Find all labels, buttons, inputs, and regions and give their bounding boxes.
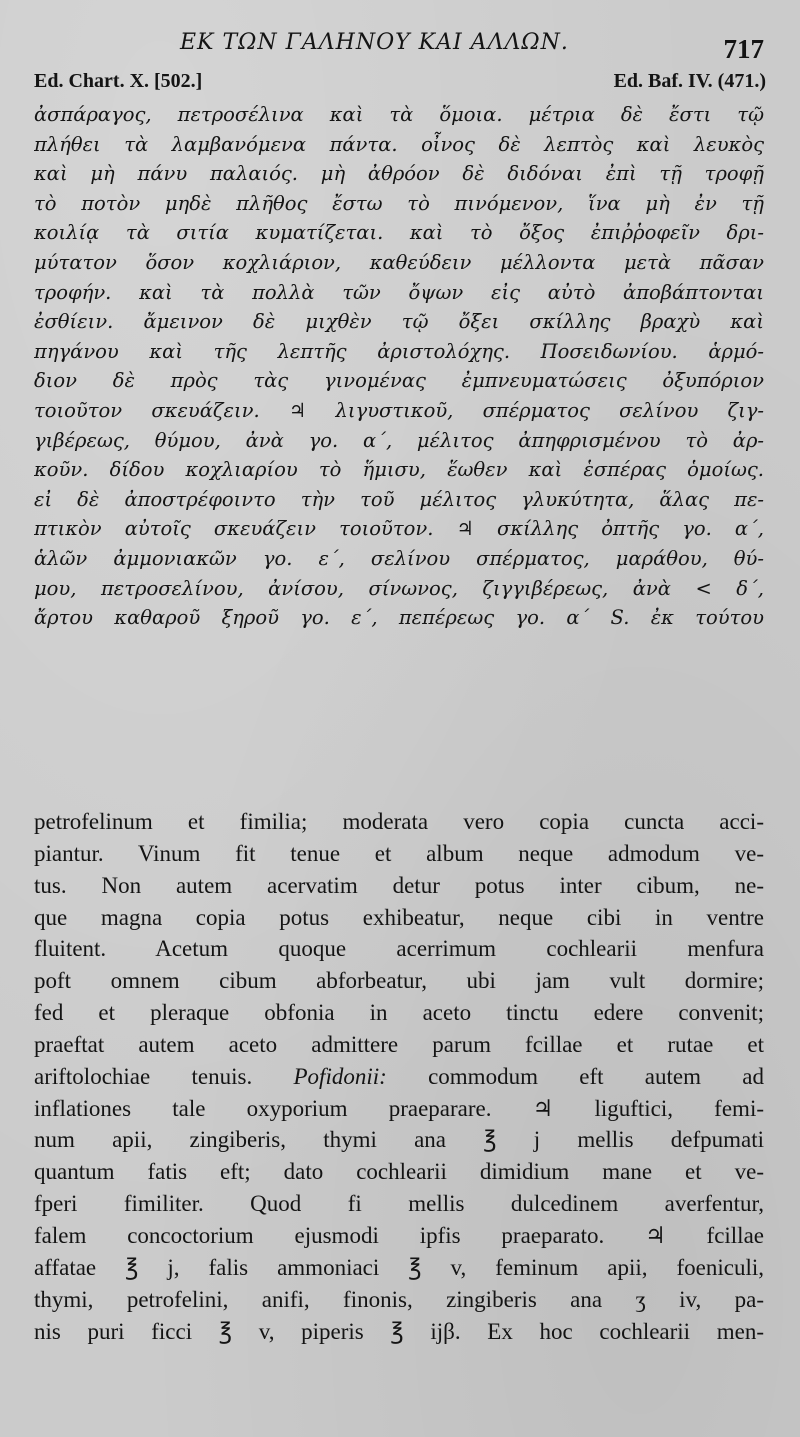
latin-text-line	[34, 902, 764, 934]
greek-text-line: διον δὲ πρὸς τὰς γινομένας ἐμπνευματώσεις ὀξυπόριον	[34, 369, 764, 393]
latin-text-segment: que magna copia potus exhibeatur, neque cibi in ventre	[34, 904, 764, 930]
latin-text-segment: affatae ℥ j, falis ammoniaci ℥ v, feminum apii, foeniculi,	[34, 1254, 764, 1280]
latin-text-line	[34, 1316, 764, 1348]
latin-text-segment: piantur. Vinum fit tenue et album neque admodum ve-	[34, 840, 764, 866]
greek-text-line: κοῦν. δίδου κοχλιαρίου τὸ ἥμισυ, ἕωθεν καὶ ἑσπέρας ὁμοίως.	[34, 458, 764, 482]
latin-text-line	[34, 997, 764, 1029]
edition-reference-left: Ed. Chart. X. [502.]	[34, 70, 203, 92]
latin-text-line	[34, 1124, 764, 1156]
latin-text-line	[34, 1156, 764, 1188]
latin-text-line	[34, 1061, 764, 1093]
edition-reference-right: Ed. Baf. IV. (471.)	[613, 70, 766, 92]
latin-text-line	[34, 1284, 764, 1316]
page-number: 717	[723, 34, 764, 64]
latin-text-segment: falem concoctorium ejusmodi ipfis praeparato. ♃ fcillae	[34, 1222, 764, 1248]
latin-text-line	[34, 1188, 764, 1220]
latin-text-segment: petrofelinum et fimilia; moderata vero copia cuncta acci-	[34, 809, 764, 834]
greek-text-line: ἄρτου καθαροῦ ξηροῦ γο. ε΄, πεπέρεως γο. α΄ S. ἐκ τούτου	[34, 606, 764, 630]
latin-text-line	[34, 1093, 764, 1125]
greek-text-line: πλήθει τὰ λαμβανόμενα πάντα. οἶνος δὲ λεπτὸς καὶ λευκὸς	[34, 132, 764, 156]
latin-text-line	[34, 806, 764, 838]
latin-italic-segment: Pofidonii:	[293, 1063, 387, 1089]
greek-text-line: τοιοῦτον σκευάζειν. ♃ λιγυστικοῦ, σπέρματος σελίνου ζιγ-	[34, 398, 764, 422]
latin-text-segment: commodum eft autem ad	[386, 1063, 764, 1089]
greek-text-line: ἀσπάραγος, πετροσέλινα καὶ τὰ ὅμοια. μέτρια δὲ ἔστι τῷ	[34, 103, 764, 126]
latin-text-line	[34, 933, 764, 965]
latin-text-segment: nis puri ficci ℥ v, piperis ℥ ijβ. Ex hoc cochlearii men-	[34, 1318, 764, 1344]
greek-text-line: μου, πετροσελίνου, ἀνίσου, σίνωνος, ζιγγιβέρεως, ἀνὰ < δ΄,	[34, 576, 764, 600]
greek-text-line: ἐσθίειν. ἄμεινον δὲ μιχθὲν τῷ ὄξει σκίλλης βραχὺ καὶ	[34, 310, 764, 334]
running-title: ΕΚ ΤΩΝ ΓΑΛΗΝΟΥ ΚΑΙ ΑΛΛΩΝ.	[180, 30, 569, 55]
latin-text-block	[34, 806, 764, 1347]
latin-text-line	[34, 965, 764, 997]
greek-text-line: πηγάνου καὶ τῆς λεπτῆς ἀριστολόχης. Ποσειδωνίου. ἁρμό-	[34, 339, 764, 363]
latin-text-segment: num apii, zingiberis, thymi ana ℥ j mellis defpumati	[34, 1127, 764, 1153]
latin-text-line	[34, 1029, 764, 1061]
latin-text-segment: poft omnem cibum abforbeatur, ubi jam vult dormire;	[34, 968, 764, 994]
latin-text-segment: thymi, petrofelini, anifi, finonis, zingiberis ana ʒ iv, pa-	[34, 1286, 764, 1312]
greek-text-line: μύτατον ὅσον κοχλιάριον, καθεύδειν μέλλοντα μετὰ πᾶσαν	[34, 250, 764, 274]
greek-text-block	[34, 100, 764, 633]
latin-text-line	[34, 838, 764, 870]
greek-text-line: καὶ μὴ πάνυ παλαιός. μὴ ἀθρόον δὲ διδόναι ἐπὶ τῇ τροφῇ	[34, 162, 764, 186]
greek-text-line: γιβέρεως, θύμου, ἀνὰ γο. α΄, μέλιτος ἀπηφρισμένου τὸ ἀρ-	[34, 428, 764, 452]
latin-text-line	[34, 1220, 764, 1252]
latin-text-segment: tus. Non autem acervatim detur potus inter cibum, ne-	[34, 872, 764, 898]
greek-text-line: κοιλίᾳ τὰ σιτία κυματίζεται. καὶ τὸ ὄξος ἐπιῤῥοφεῖν δρι-	[34, 221, 764, 245]
latin-text-line	[34, 1252, 764, 1284]
latin-text-segment: fed et pleraque obfonia in aceto tinctu edere convenit;	[34, 1000, 764, 1026]
greek-text-line: τὸ ποτὸν μηδὲ πλῆθος ἔστω τὸ πινόμενον, ἵνα μὴ ἐν τῇ	[34, 191, 764, 215]
latin-text-segment: inflationes tale oxyporium praeparare. ♃ liguftici, femi-	[34, 1095, 764, 1121]
greek-text-line: εἰ δὲ ἀποστρέφοιντο τὴν τοῦ μέλιτος γλυκύτητα, ἅλας πε-	[34, 487, 764, 511]
latin-text-segment: quantum fatis eft; dato cochlearii dimidium mane et ve-	[34, 1159, 764, 1185]
greek-text-line: τροφήν. καὶ τὰ πολλὰ τῶν ὄψων εἰς αὐτὸ ἀποβάπτονται	[34, 280, 764, 304]
latin-text-segment: praeftat autem aceto admittere parum fcillae et rutae et	[34, 1031, 764, 1057]
latin-text-line	[34, 870, 764, 902]
greek-text-line: ἁλῶν ἀμμονιακῶν γο. ε΄, σελίνου σπέρματος, μαράθου, θύ-	[34, 546, 764, 570]
latin-text-segment: ariftolochiae tenuis.	[34, 1063, 294, 1089]
latin-text-segment: fluitent. Acetum quoque acerrimum cochlearii menfura	[34, 936, 764, 962]
greek-text-line: πτικὸν αὐτοῖς σκευάζειν τοιοῦτον. ♃ σκίλλης ὀπτῆς γο. α΄,	[34, 517, 764, 541]
latin-text-segment: fperi fimiliter. Quod fi mellis dulcedinem averfentur,	[34, 1191, 764, 1217]
